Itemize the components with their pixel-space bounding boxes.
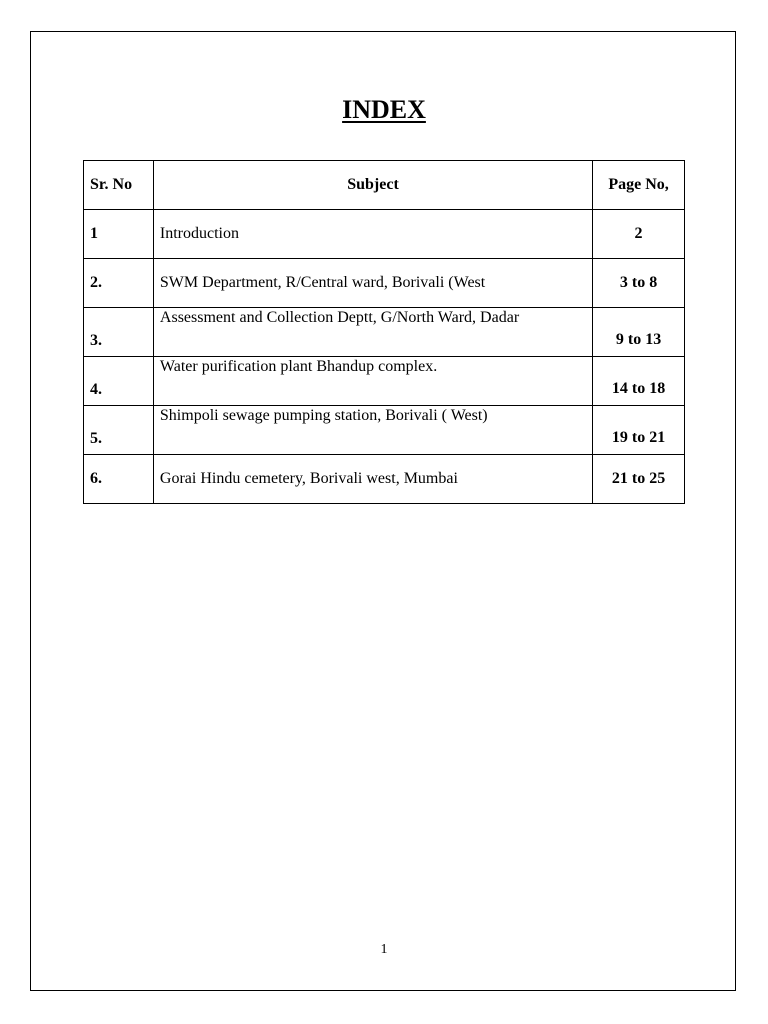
table-row	[84, 259, 685, 308]
row-page-range: 14 to 18	[593, 357, 685, 406]
row-page-range: 19 to 21	[593, 406, 685, 455]
header-subject: Subject	[153, 161, 592, 210]
row-sr-no: 5.	[84, 406, 154, 455]
table-row	[84, 406, 685, 455]
index-table	[83, 160, 685, 504]
table-row	[84, 210, 685, 259]
table-row	[84, 455, 685, 504]
row-sr-no: 4.	[84, 357, 154, 406]
row-subject: Water purification plant Bhandup complex.	[153, 357, 592, 406]
header-sr-no: Sr. No	[84, 161, 154, 210]
row-page-range: 9 to 13	[593, 308, 685, 357]
row-page-range: 21 to 25	[593, 455, 685, 504]
row-subject: Gorai Hindu cemetery, Borivali west, Mumbai	[153, 455, 592, 504]
row-page-range: 3 to 8	[593, 259, 685, 308]
row-sr-no: 2.	[84, 259, 154, 308]
row-subject: Introduction	[153, 210, 592, 259]
table-row	[84, 357, 685, 406]
page-title: INDEX	[342, 95, 426, 124]
page-number: 1	[380, 942, 388, 957]
row-sr-no: 6.	[84, 455, 154, 504]
row-subject: Shimpoli sewage pumping station, Borivali ( West)	[153, 406, 592, 455]
row-sr-no: 3.	[84, 308, 154, 357]
row-page-range: 2	[593, 210, 685, 259]
header-page-no: Page No,	[593, 161, 685, 210]
row-subject: SWM Department, R/Central ward, Borivali (West	[153, 259, 592, 308]
table-row	[84, 308, 685, 357]
row-sr-no: 1	[84, 210, 154, 259]
table-header-row	[84, 161, 685, 210]
row-subject: Assessment and Collection Deptt, G/North Ward, Dadar	[153, 308, 592, 357]
